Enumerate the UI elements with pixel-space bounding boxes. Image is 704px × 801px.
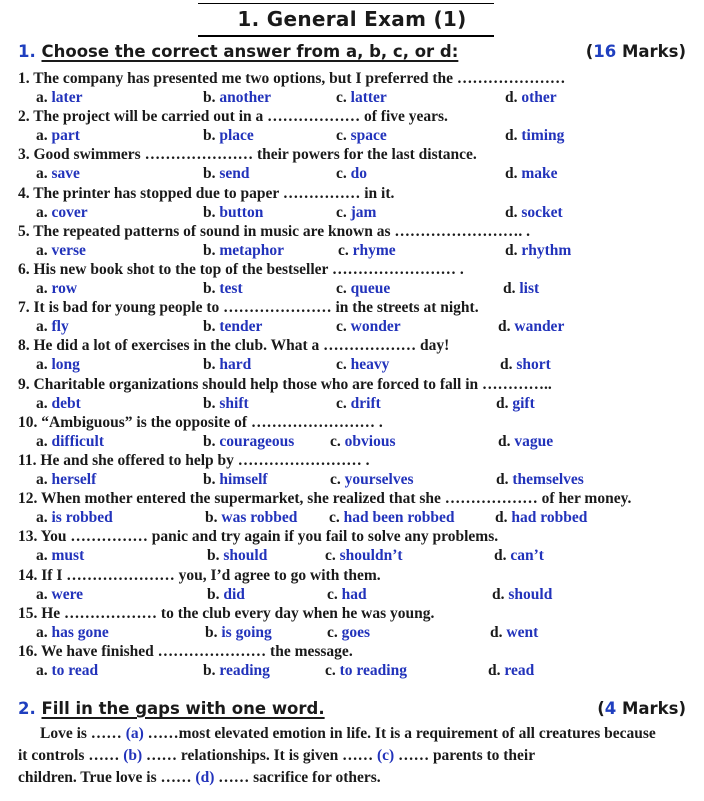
question-3-option-b[interactable] bbox=[203, 165, 250, 183]
question-14-text: 14. If I ………………… you, I’d agree to go with them. bbox=[18, 566, 381, 584]
gap-c: (c) bbox=[376, 747, 395, 764]
option-text: goes bbox=[341, 623, 371, 641]
question-1-option-b[interactable] bbox=[203, 89, 271, 107]
option-letter: a. bbox=[36, 280, 52, 297]
option-letter: c. bbox=[327, 585, 342, 603]
option-text: latter bbox=[350, 89, 387, 106]
option-letter: c. bbox=[325, 662, 340, 679]
option-text: debt bbox=[51, 394, 81, 412]
option-text: is going bbox=[221, 623, 272, 641]
question-12-text: 12. When mother entered the supermarket, she realized that she ……………… of her money. bbox=[18, 490, 632, 508]
question-3-options bbox=[0, 165, 704, 184]
question-12-option-b[interactable] bbox=[205, 509, 297, 527]
question-16-option-a[interactable] bbox=[36, 662, 98, 680]
option-text: queue bbox=[350, 280, 391, 297]
question-4-options bbox=[0, 204, 704, 223]
option-letter: a. bbox=[36, 89, 52, 106]
option-text: timing bbox=[521, 127, 565, 145]
option-letter: b. bbox=[203, 662, 220, 679]
option-text: is robbed bbox=[51, 509, 113, 527]
gap-d: (d) bbox=[195, 769, 215, 786]
option-text: should bbox=[508, 585, 553, 603]
option-text: can’t bbox=[510, 547, 544, 565]
question-8-option-a[interactable] bbox=[36, 356, 80, 374]
option-text: verse bbox=[51, 241, 86, 259]
question-9-option-a[interactable] bbox=[36, 395, 81, 413]
question-2-options bbox=[0, 127, 704, 146]
option-text: had robbed bbox=[511, 509, 588, 527]
option-letter: d. bbox=[498, 318, 515, 336]
option-letter: d. bbox=[505, 165, 522, 183]
option-letter: b. bbox=[203, 241, 220, 259]
option-letter: d. bbox=[495, 509, 512, 527]
passage-line-3: children. True love is …… (d) …… sacrifice for others. bbox=[18, 769, 381, 786]
question-8-option-d[interactable] bbox=[500, 356, 551, 374]
option-letter: a. bbox=[36, 662, 52, 679]
question-12-option-c[interactable] bbox=[329, 509, 454, 527]
option-text: herself bbox=[51, 471, 97, 488]
exam-title-block bbox=[0, 0, 704, 40]
option-letter: a. bbox=[36, 394, 52, 412]
option-letter: a. bbox=[36, 585, 52, 603]
question-16-option-c[interactable] bbox=[325, 662, 407, 680]
option-text: jam bbox=[350, 203, 377, 221]
option-letter: d. bbox=[488, 662, 505, 679]
option-text: space bbox=[350, 127, 387, 145]
question-11-option-d[interactable] bbox=[496, 471, 584, 489]
question-12-option-a[interactable] bbox=[36, 509, 113, 527]
option-letter: a. bbox=[36, 241, 52, 259]
question-2-option-a[interactable] bbox=[36, 127, 80, 145]
option-text: later bbox=[51, 89, 83, 106]
question-1-option-d[interactable] bbox=[505, 89, 557, 107]
question-2-option-c[interactable] bbox=[336, 127, 387, 145]
option-letter: d. bbox=[496, 394, 513, 412]
option-letter: b. bbox=[203, 318, 220, 336]
option-letter: d. bbox=[505, 241, 522, 259]
option-letter: b. bbox=[203, 432, 220, 450]
title-rule-bottom bbox=[198, 35, 494, 37]
option-text: were bbox=[51, 585, 84, 603]
option-letter: b. bbox=[207, 547, 224, 565]
section-1-heading bbox=[18, 42, 686, 61]
passage-line-2: it controls …… (b) …… relationships. It is given …… (c) …… parents to their bbox=[18, 747, 536, 764]
option-letter: b. bbox=[203, 394, 220, 412]
question-5-text: 5. The repeated patterns of sound in music are known as ……………………. . bbox=[18, 222, 530, 240]
option-text: test bbox=[219, 280, 243, 297]
question-2-option-b[interactable] bbox=[203, 127, 254, 145]
section-1-number: 1. bbox=[18, 42, 36, 61]
question-5-options bbox=[0, 242, 704, 261]
option-letter: c. bbox=[338, 241, 353, 259]
option-letter: c. bbox=[336, 165, 351, 183]
question-11-option-a[interactable] bbox=[36, 471, 96, 489]
question-1-text: 1. The company has presented me two options, but I preferred the ………………… bbox=[18, 70, 566, 87]
question-1-options bbox=[0, 89, 704, 108]
question-9-options bbox=[0, 395, 704, 414]
question-4-option-c[interactable] bbox=[336, 204, 376, 222]
question-2-option-d[interactable] bbox=[505, 127, 564, 145]
option-letter: b. bbox=[203, 280, 220, 297]
question-8-option-c[interactable] bbox=[336, 356, 389, 374]
option-letter: d. bbox=[498, 432, 515, 450]
section-1-marks: (16 Marks) bbox=[585, 42, 686, 61]
question-11-option-b[interactable] bbox=[203, 471, 268, 489]
option-text: was robbed bbox=[221, 509, 298, 527]
option-text: rhyme bbox=[352, 241, 396, 259]
question-5-option-a[interactable] bbox=[36, 242, 86, 260]
question-9-option-b[interactable] bbox=[203, 395, 249, 413]
question-1-option-a[interactable] bbox=[36, 89, 82, 107]
option-text: tender bbox=[219, 318, 263, 336]
option-letter: a. bbox=[36, 509, 52, 527]
option-letter: c. bbox=[336, 89, 351, 106]
question-15-option-c[interactable] bbox=[327, 624, 370, 642]
option-letter: c. bbox=[336, 356, 351, 374]
question-6-text: 6. His new book shot to the top of the bestseller …………………… . bbox=[18, 261, 464, 278]
question-13-option-b[interactable] bbox=[207, 547, 267, 565]
question-6-options bbox=[0, 280, 704, 299]
option-letter: c. bbox=[330, 471, 345, 488]
question-16-options bbox=[0, 662, 704, 681]
question-14-options bbox=[0, 586, 704, 605]
option-text: should bbox=[223, 547, 268, 565]
question-15-options bbox=[0, 624, 704, 643]
question-7-option-b[interactable] bbox=[203, 318, 262, 336]
question-2-text: 2. The project will be carried out in a ……………… of five years. bbox=[18, 108, 448, 126]
question-11-text: 11. He and she offered to help by …………………… . bbox=[18, 452, 370, 469]
question-3-option-a[interactable] bbox=[36, 165, 80, 183]
option-letter: d. bbox=[490, 623, 507, 641]
section-2-title: Fill in the gaps with one word. bbox=[41, 699, 325, 718]
exam-title: 1. General Exam (1) bbox=[237, 7, 467, 31]
option-letter: a. bbox=[36, 471, 52, 488]
option-letter: c. bbox=[336, 280, 351, 297]
option-letter: b. bbox=[205, 623, 222, 641]
option-letter: d. bbox=[494, 547, 511, 565]
question-7-option-c[interactable] bbox=[336, 318, 401, 336]
gap-b: (b) bbox=[123, 747, 143, 764]
section-2-marks: (4 Marks) bbox=[597, 699, 686, 718]
option-text: button bbox=[219, 203, 264, 221]
option-text: wonder bbox=[350, 318, 401, 336]
option-letter: d. bbox=[503, 280, 520, 297]
question-16-option-d[interactable] bbox=[488, 662, 534, 680]
option-text: metaphor bbox=[219, 241, 284, 259]
option-text: long bbox=[51, 356, 80, 374]
option-letter: a. bbox=[36, 203, 52, 221]
question-4-option-b[interactable] bbox=[203, 204, 263, 222]
option-text: has gone bbox=[51, 623, 109, 641]
option-letter: b. bbox=[203, 203, 220, 221]
option-letter: d. bbox=[505, 89, 522, 106]
question-14-option-a[interactable] bbox=[36, 586, 83, 604]
question-10-option-a[interactable] bbox=[36, 433, 104, 451]
question-15-option-d[interactable] bbox=[490, 624, 538, 642]
question-6-option-d[interactable] bbox=[503, 280, 539, 298]
option-letter: b. bbox=[203, 356, 220, 374]
option-letter: c. bbox=[336, 203, 351, 221]
option-text: heavy bbox=[350, 356, 390, 374]
option-letter: a. bbox=[36, 623, 52, 641]
option-letter: a. bbox=[36, 547, 52, 565]
option-text: themselves bbox=[512, 471, 584, 488]
option-text: difficult bbox=[51, 432, 105, 450]
option-text: other bbox=[521, 89, 557, 106]
question-5-option-c[interactable] bbox=[338, 242, 396, 260]
option-letter: b. bbox=[203, 89, 220, 106]
question-1-option-c[interactable] bbox=[336, 89, 387, 107]
option-text: yourselves bbox=[344, 471, 414, 488]
question-11-options bbox=[0, 471, 704, 490]
question-7-text: 7. It is bad for young people to ………………… in the streets at night. bbox=[18, 299, 479, 317]
question-10-option-b[interactable] bbox=[203, 433, 294, 451]
option-letter: c. bbox=[330, 432, 345, 450]
section-1-title: Choose the correct answer from a, b, c, or d: bbox=[41, 42, 459, 61]
option-letter: c. bbox=[325, 547, 340, 565]
question-11-option-c[interactable] bbox=[330, 471, 414, 489]
question-13-option-c[interactable] bbox=[325, 547, 403, 565]
option-letter: d. bbox=[492, 585, 509, 603]
question-5-option-d[interactable] bbox=[505, 242, 571, 260]
option-text: reading bbox=[219, 662, 270, 679]
question-13-options bbox=[0, 547, 704, 566]
question-4-text: 4. The printer has stopped due to paper …………… in it. bbox=[18, 184, 395, 202]
question-12-option-d[interactable] bbox=[495, 509, 587, 527]
question-7-options bbox=[0, 318, 704, 337]
question-15-option-b[interactable] bbox=[205, 624, 272, 642]
question-6-option-b[interactable] bbox=[203, 280, 243, 298]
option-text: obvious bbox=[344, 432, 396, 450]
option-text: gift bbox=[512, 394, 535, 412]
question-14-option-b[interactable] bbox=[207, 586, 245, 604]
option-letter: a. bbox=[36, 127, 52, 145]
option-letter: d. bbox=[505, 127, 522, 145]
question-4-option-a[interactable] bbox=[36, 204, 88, 222]
question-10-options bbox=[0, 433, 704, 452]
title-rule-top bbox=[198, 3, 494, 4]
option-letter: c. bbox=[329, 509, 344, 527]
question-6-option-a[interactable] bbox=[36, 280, 77, 298]
option-text: another bbox=[219, 89, 272, 106]
option-text: socket bbox=[521, 203, 563, 221]
option-text: cover bbox=[51, 203, 88, 221]
option-letter: b. bbox=[203, 127, 220, 145]
option-text: hard bbox=[219, 356, 252, 374]
question-16-text: 16. We have finished ………………… the message. bbox=[18, 643, 353, 660]
option-letter: c. bbox=[336, 394, 351, 412]
option-letter: a. bbox=[36, 318, 52, 336]
passage-line-1: Love is …… (a) ……most elevated emotion in life. It is a requirement of all creatures because bbox=[40, 725, 656, 742]
question-3-option-c[interactable] bbox=[336, 165, 367, 183]
option-letter: b. bbox=[203, 471, 220, 488]
option-letter: d. bbox=[505, 203, 522, 221]
option-text: to reading bbox=[339, 662, 407, 679]
option-text: do bbox=[350, 165, 368, 183]
option-letter: a. bbox=[36, 165, 52, 183]
question-9-option-c[interactable] bbox=[336, 395, 381, 413]
option-text: make bbox=[521, 165, 558, 183]
option-text: to read bbox=[51, 662, 99, 679]
option-letter: a. bbox=[36, 432, 52, 450]
section-2-number: 2. bbox=[18, 699, 36, 718]
question-7-option-a[interactable] bbox=[36, 318, 69, 336]
gap-a: (a) bbox=[125, 725, 144, 742]
option-text: shift bbox=[219, 394, 249, 412]
option-text: himself bbox=[219, 471, 268, 488]
option-letter: b. bbox=[207, 585, 224, 603]
option-text: part bbox=[51, 127, 80, 145]
question-13-option-d[interactable] bbox=[494, 547, 544, 565]
option-letter: c. bbox=[336, 127, 351, 145]
question-3-option-d[interactable] bbox=[505, 165, 558, 183]
question-7-option-d[interactable] bbox=[498, 318, 564, 336]
option-text: courageous bbox=[219, 432, 295, 450]
option-text: send bbox=[219, 165, 250, 183]
question-8-options bbox=[0, 356, 704, 375]
question-13-text: 13. You …………… panic and try again if you fail to solve any problems. bbox=[18, 528, 499, 546]
question-8-text: 8. He did a lot of exercises in the club. What a ……………… day! bbox=[18, 337, 450, 355]
option-letter: d. bbox=[500, 356, 517, 374]
question-5-option-b[interactable] bbox=[203, 242, 284, 260]
option-text: had bbox=[341, 585, 367, 603]
option-letter: c. bbox=[336, 318, 351, 336]
question-14-option-d[interactable] bbox=[492, 586, 552, 604]
option-letter: c. bbox=[327, 623, 342, 641]
question-10-text: 10. “Ambiguous” is the opposite of …………………… . bbox=[18, 413, 383, 431]
option-text: shouldn’t bbox=[339, 547, 403, 565]
option-text: must bbox=[51, 547, 85, 565]
question-10-option-c[interactable] bbox=[330, 433, 395, 451]
option-text: short bbox=[516, 356, 551, 374]
question-9-option-d[interactable] bbox=[496, 395, 535, 413]
section-2-heading bbox=[18, 699, 686, 718]
option-text: drift bbox=[350, 394, 381, 412]
option-letter: a. bbox=[36, 356, 52, 374]
option-text: had been robbed bbox=[343, 509, 455, 527]
option-text: did bbox=[223, 585, 245, 603]
question-15-option-a[interactable] bbox=[36, 624, 109, 642]
option-text: place bbox=[219, 127, 254, 145]
question-4-option-d[interactable] bbox=[505, 204, 563, 222]
option-letter: b. bbox=[203, 165, 220, 183]
question-10-option-d[interactable] bbox=[498, 433, 553, 451]
question-12-options bbox=[0, 509, 704, 528]
option-text: fly bbox=[51, 318, 69, 336]
option-text: rhythm bbox=[521, 241, 572, 259]
question-13-option-a[interactable] bbox=[36, 547, 84, 565]
question-14-option-c[interactable] bbox=[327, 586, 367, 604]
option-text: row bbox=[51, 280, 78, 297]
question-8-option-b[interactable] bbox=[203, 356, 251, 374]
question-16-option-b[interactable] bbox=[203, 662, 270, 680]
option-text: vague bbox=[514, 432, 554, 450]
question-3-text: 3. Good swimmers ………………… their powers for the last distance. bbox=[18, 146, 477, 164]
question-9-text: 9. Charitable organizations should help those who are forced to fall in ………….. bbox=[18, 375, 552, 393]
option-text: read bbox=[504, 662, 535, 679]
option-text: save bbox=[51, 165, 80, 183]
option-text: went bbox=[506, 623, 539, 641]
option-text: wander bbox=[514, 318, 565, 336]
option-text: list bbox=[519, 280, 540, 297]
option-letter: b. bbox=[205, 509, 222, 527]
option-letter: d. bbox=[496, 471, 513, 488]
question-6-option-c[interactable] bbox=[336, 280, 390, 298]
question-15-text: 15. He ……………… to the club every day when he was young. bbox=[18, 604, 435, 622]
